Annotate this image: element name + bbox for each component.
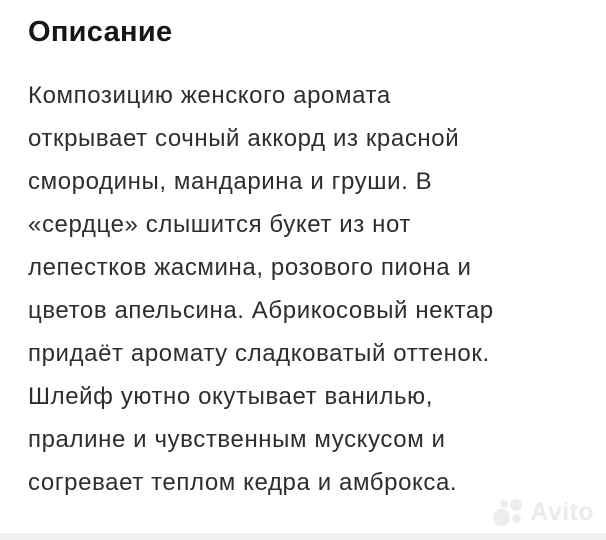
description-line: смородины, мандарина и груши. В xyxy=(28,168,433,195)
avito-circles-icon xyxy=(493,499,524,526)
avito-watermark-label: Avito xyxy=(530,498,594,526)
description-line: цветов апельсина. Абрикосовый нектар xyxy=(28,297,494,324)
description-paragraph xyxy=(28,74,494,504)
description-line: Композицию женского аромата xyxy=(28,82,391,109)
description-line: «сердце» слышится букет из нот xyxy=(28,211,411,238)
description-line: Шлейф уютно окутывает ванилью, xyxy=(28,383,433,410)
description-line: лепестков жасмина, розового пиона и xyxy=(28,254,472,281)
description-line: придаёт аромату сладковатый оттенок. xyxy=(28,340,490,367)
section-divider xyxy=(0,533,606,540)
description-line: открывает сочный аккорд из красной xyxy=(28,125,460,152)
section-title: Описание xyxy=(28,16,173,48)
avito-watermark xyxy=(493,498,594,527)
description-line: пралине и чувственным мускусом и xyxy=(28,426,446,453)
description-line: согревает теплом кедра и амброкса. xyxy=(28,469,458,496)
